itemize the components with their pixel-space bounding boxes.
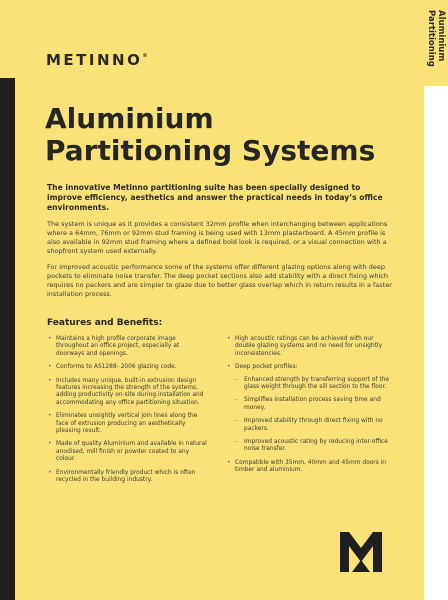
feature-item: • Compatible with 35mm, 40mm and 45mm doors in timber and aluminium. — [226, 460, 394, 475]
sub-feature-item: – Improved stability through direct fixing with no packers. — [235, 418, 394, 433]
paragraph-1: The system is unique as it provides a consistent 32mm profile when interchanging between applications where a 64mm, 76mm or 92mm stud framing is being used with 13mm plasterboard. A 45mm profile is also available in 92mm stud framing where a defined bold look is required, or a visual connection with a shopfront system used externally. — [47, 220, 388, 255]
sub-feature-item: – Enhanced strength by transferring support of the glass weight through the sill section to the floor. — [235, 377, 394, 392]
intro-text: The innovative Metinno partitioning suite has been specially designed to improve efficiency, aesthetics and answer the practical needs in today’s office environments. — [47, 183, 383, 212]
feature-item: • Environmentally friendly product which is often recycled in the building industry. — [47, 470, 207, 485]
features-list-right — [226, 336, 394, 481]
side-tab-label: Aluminium Partitioning — [426, 10, 446, 67]
logo-registered-mark: ® — [142, 53, 148, 59]
feature-item: • Eliminates unsightly vertical join lines along the face of extrusion producing an aesthetically pleasing result. — [47, 413, 207, 435]
logo-text: METINNO — [46, 51, 143, 69]
feature-item: • Made of quality Aluminium and available in natural anodised, mill finish or powder coated to any colour. — [47, 441, 207, 463]
feature-item: • Includes many unique, built-in extrusion design features increasing the strength of the systems, adding productivity on-site during installation and accommodating any office partitioning situation. — [47, 378, 207, 408]
metinno-logo — [46, 51, 147, 69]
side-tab-strip — [424, 86, 448, 600]
page-title: Aluminium Partitioning Systems — [45, 102, 376, 167]
features-heading: Features and Benefits: — [47, 318, 163, 328]
sub-feature-item: – Improved acoustic rating by reducing inter-office noise transfer. — [235, 439, 394, 454]
feature-item: • High acoustic ratings can be achieved with our double glazing systems and no need for unsightly inconsistencies. — [226, 336, 394, 358]
sub-feature-item: – Simplifies installation process saving time and money. — [235, 397, 394, 412]
features-list-left — [47, 336, 207, 491]
intro-section — [47, 183, 397, 306]
metinno-monogram-icon — [340, 532, 382, 572]
feature-item-deep-pocket — [226, 364, 394, 454]
feature-item: • Conforms to AS1288- 2006 glazing code. — [47, 364, 207, 371]
deep-pocket-sublist — [235, 377, 394, 454]
paragraph-2: For improved acoustic performance some of the systems offer different glazing options along with deep pockets to eliminate noise transfer. The deep pocket sections also add stability with a direct fixing which requires no packers and are simpler to glaze due to better glass overlap which in return results in a faster installation process. — [47, 263, 392, 298]
left-accent-bar — [0, 78, 15, 600]
feature-item: • Maintains a high profile corporate image throughout an office project, especially at doorways and openings. — [47, 336, 207, 358]
feature-item-label: Deep pocket profiles: — [235, 364, 298, 371]
